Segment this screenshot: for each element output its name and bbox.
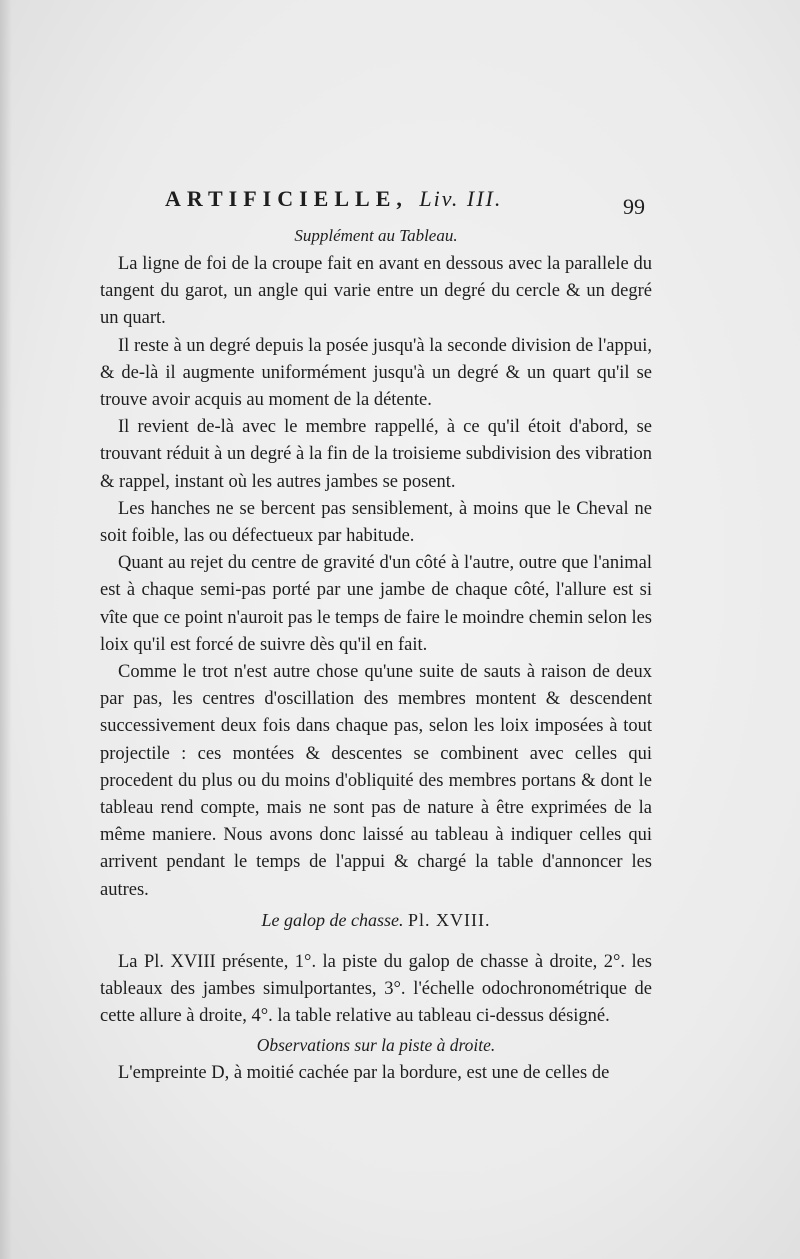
- body-text: [100, 222, 652, 1088]
- running-head: [165, 186, 655, 222]
- galop-heading-plate: Pl. XVIII.: [407, 909, 491, 930]
- galop-paragraph: La Pl. XVIII présente, 1°. la piste du galop de chasse à droite, 2°. les tableaux des jambes simulportantes, 3°. l'échelle odochronométrique de cette allure à droite, 4°. la table relative au tableau ci-dessus désigné.: [100, 951, 652, 1027]
- page-gutter-shadow: [0, 0, 12, 1259]
- page-number: 99: [623, 194, 645, 219]
- supplement-heading: Supplément au Tableau.: [294, 226, 458, 245]
- paragraph: Les hanches ne se bercent pas sensiblement, à moins que le Cheval ne soit foible, las ou défectueux par habitude.: [100, 498, 652, 547]
- galop-heading-title: Le galop de chasse.: [261, 909, 404, 930]
- galop-heading: [100, 907, 652, 933]
- running-title-text: ARTIFICIELLE,: [165, 186, 408, 211]
- paragraph: Il revient de-là avec le membre rappellé, à ce qu'il étoit d'abord, se trouvant réduit à un degré à la fin de la troisieme subdivision des vibration & rappel, instant où les autres jambes se posent.: [100, 417, 652, 492]
- last-paragraph: L'empreinte D, à moitié cachée par la bordure, est une de celles de: [118, 1063, 610, 1084]
- book-number: Liv. III.: [419, 186, 503, 211]
- paragraph: Il reste à un degré depuis la posée jusqu'à la seconde division de l'appui, & de-là il augmente uniformément jusqu'à un degré & un quart qu'il se trouve avoir acquis au moment de la détente.: [100, 335, 652, 411]
- observations-heading: Observations sur la piste à droite.: [256, 1035, 496, 1056]
- paragraph: Comme le trot n'est autre chose qu'une suite de sauts à raison de deux par pas, les centres d'oscillation des membres montent & descendent successivement deux fois dans chaque pas, selon les loix imposées à tout projectile : ces montées & descentes se combinent avec celles qui procedent du plus ou du moins d'obliquité des membres portans & dont le tableau rend compte, mais ne sont pas de nature à être exprimées de la même maniere. Nous avons donc laissé au tableau à indiquer celles qui arrivent pendant le temps de l'appui & chargé la table d'annoncer les autres.: [100, 662, 652, 900]
- paragraph: Quant au rejet du centre de gravité d'un côté à l'autre, outre que l'animal est à chaque semi-pas porté par une jambe de chaque côté, l'allure est si vîte que ce point n'auroit pas le temps de faire le moindre chemin selon les loix qu'il est forcé de suivre dès qu'il en fait.: [100, 553, 652, 655]
- paragraph: La ligne de foi de la croupe fait en avant en dessous avec la parallele du tangent du garot, un angle qui varie entre un degré du cercle & un degré un quart.: [100, 254, 652, 329]
- running-title: [165, 186, 502, 212]
